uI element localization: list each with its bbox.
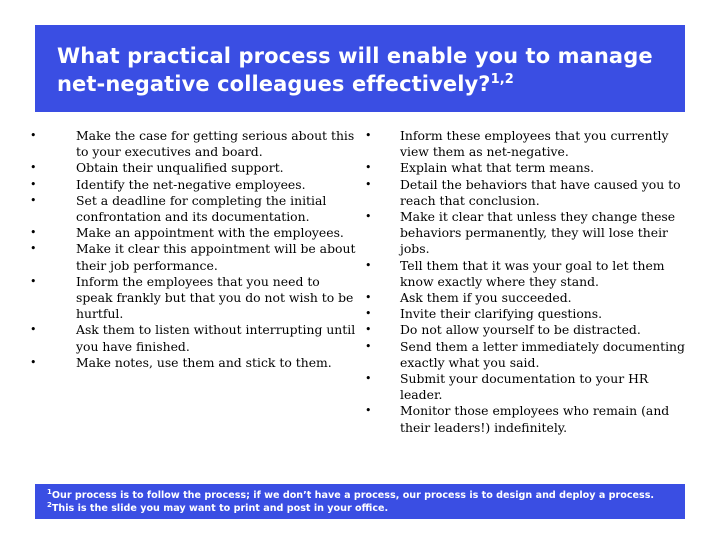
right-list-item [365, 160, 687, 176]
bullet-icon: • [365, 129, 372, 142]
right-list-item [365, 403, 687, 435]
bullet-icon: • [30, 242, 37, 256]
right-list-item [365, 128, 687, 160]
right-list-item [365, 371, 687, 403]
bullet-icon: • [30, 355, 37, 369]
right-bullet-list [365, 128, 687, 436]
bullet-icon: • [365, 210, 372, 224]
left-list-item [30, 322, 360, 354]
bullet-icon: • [365, 372, 372, 386]
bullet-icon: • [365, 404, 372, 418]
left-list-item-text: Set a deadline for completing the initial confrontation and its documentation. [76, 192, 327, 225]
left-list-item [30, 177, 360, 193]
right-list-item-text: Submit your documentation to your HR leader. [400, 371, 649, 403]
right-list-item-text: Tell them that it was your goal to let them know exactly where they stand. [400, 257, 665, 289]
right-list-item-text: Do not allow yourself to be distracted. [400, 322, 641, 338]
left-list-item [30, 241, 360, 273]
right-list-item-text: Make it clear that unless they change these behaviors permanently, they will lose their jobs. [400, 209, 676, 257]
footnote-1 [47, 489, 677, 502]
left-list-item-text: Identify the net-negative employees. [76, 176, 306, 192]
left-list-item [30, 274, 360, 323]
left-list-item-text: Obtain their unqualified support. [76, 160, 284, 176]
right-list-item-text: Send them a letter immediately documenting exactly what you said. [400, 338, 685, 370]
right-list-item [365, 290, 687, 306]
left-list-item-text: Make notes, use them and stick to them. [76, 354, 332, 370]
footnote-banner [35, 484, 685, 519]
right-list-item-text: Monitor those employees who remain (and their leaders!) indefinitely. [400, 403, 670, 435]
footnote-2 [47, 502, 677, 515]
right-list-item [365, 209, 687, 258]
left-list-item-text: Inform the employees that you need to speak frankly but that you do not wish to be hurtful. [76, 273, 354, 322]
footnote-2-text: This is the slide you may want to print and post in your office. [51, 503, 389, 514]
footnote-1-marker: 1 [47, 487, 52, 496]
left-list-item-text: Make the case for getting serious about this to your executives and board. [76, 128, 355, 160]
bullet-icon: • [365, 291, 372, 305]
right-list-item-text: Detail the behaviors that have caused you to reach that conclusion. [400, 176, 681, 208]
slide-title [57, 42, 663, 98]
bullet-icon: • [365, 258, 372, 272]
left-list-item-text: Ask them to listen without interrupting until you have finished. [76, 322, 356, 354]
footnote-2-marker: 2 [47, 500, 52, 509]
bullet-icon: • [30, 274, 37, 288]
right-list-item [365, 339, 687, 371]
right-list-item-text: Ask them if you succeeded. [400, 290, 572, 306]
left-list-item-text: Make an appointment with the employees. [76, 225, 344, 241]
left-list-item [30, 355, 360, 371]
title-footnote-marker: 1,2 [490, 72, 514, 87]
right-list-item-text: Invite their clarifying questions. [400, 306, 603, 322]
bullet-icon: • [365, 177, 372, 191]
bullet-icon: • [30, 177, 37, 191]
bullet-icon: • [365, 307, 372, 321]
bullet-icon: • [365, 161, 372, 175]
left-list-item [30, 225, 360, 241]
bullet-icon: • [30, 161, 37, 175]
left-list-item-text: Make it clear this appointment will be about their job performance. [76, 241, 356, 273]
right-list-item [365, 306, 687, 322]
slide-title-text: What practical process will enable you to manage net-negative colleagues effectively? [57, 44, 653, 96]
left-list-item [30, 160, 360, 176]
bullet-icon: • [30, 193, 37, 207]
left-list-item [30, 128, 360, 160]
bullet-icon: • [30, 129, 37, 142]
footnote-1-text: Our process is to follow the process; if we don’t have a process, our process is to design and deploy a process. [51, 490, 655, 501]
bullet-icon: • [365, 339, 372, 353]
left-bullet-list [30, 128, 360, 371]
right-list-item-text: Explain what that term means. [400, 160, 595, 176]
title-banner [35, 25, 685, 112]
right-list-item [365, 258, 687, 290]
bullet-icon: • [365, 323, 372, 337]
right-list-item [365, 177, 687, 209]
bullet-icon: • [30, 226, 37, 240]
right-list-item [365, 322, 687, 338]
left-list-item [30, 193, 360, 225]
bullet-icon: • [30, 323, 37, 337]
right-list-item-text: Inform these employees that you currently view them as net-negative. [400, 128, 669, 160]
